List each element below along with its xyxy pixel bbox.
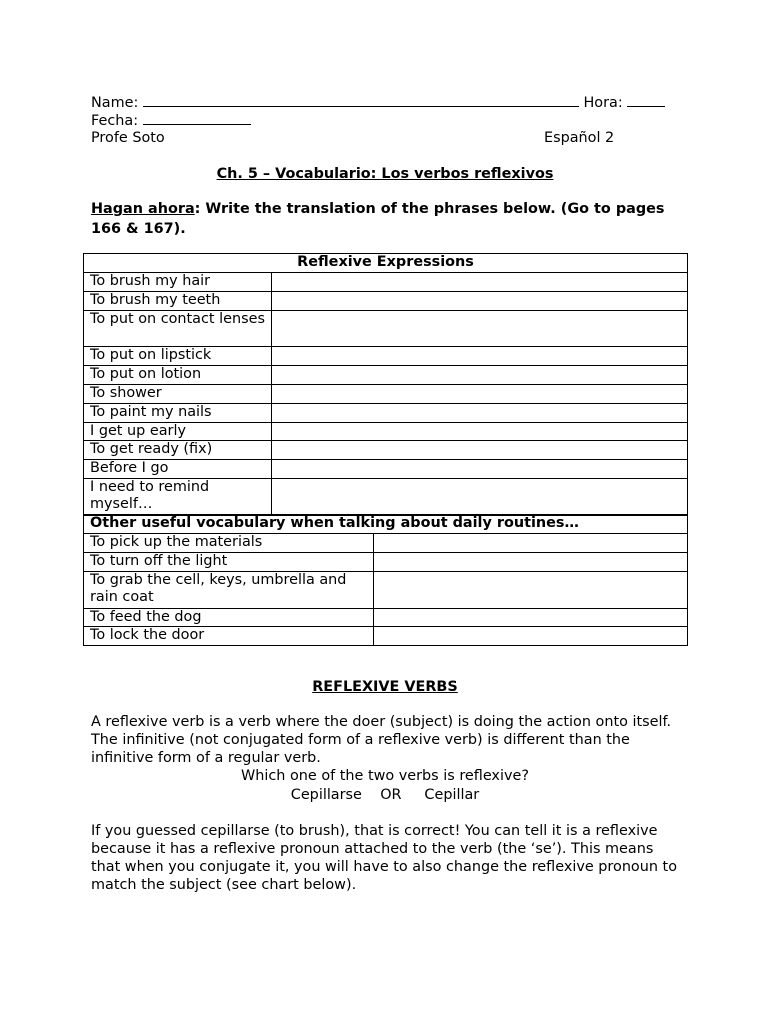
answer-cell[interactable]	[272, 347, 688, 366]
daily-routines-table	[83, 514, 688, 646]
row-label: To lock the door	[84, 627, 374, 646]
table-row	[84, 385, 688, 404]
table-row	[84, 571, 688, 608]
table-row	[84, 311, 688, 347]
answer-cell[interactable]	[272, 273, 688, 292]
row-label: To grab the cell, keys, umbrella and rain coat	[84, 571, 374, 608]
table-row	[84, 627, 688, 646]
row-label: To put on lipstick	[84, 347, 272, 366]
row-label: To brush my teeth	[84, 292, 272, 311]
section-heading: REFLEXIVE VERBS	[312, 679, 458, 695]
answer-cell[interactable]	[272, 478, 688, 515]
option-regular: Cepillar	[424, 787, 480, 803]
row-label: Before I go	[84, 460, 272, 479]
paragraph-explanation: If you guessed cepillarse (to brush), that is correct! You can tell it is a reflexive because it has a reflexive pronoun attached to the verb (the ‘se’). This means that when you conjugate it, you will have to also change the reflexive pronoun to match the subject (see chart below).	[91, 823, 678, 893]
fecha-blank[interactable]	[143, 111, 251, 125]
hora-blank[interactable]	[627, 93, 665, 107]
answer-cell[interactable]	[272, 292, 688, 311]
page-title: Ch. 5 – Vocabulario: Los verbos reflexivos	[216, 166, 554, 182]
answer-cell[interactable]	[272, 311, 688, 347]
name-row	[91, 93, 665, 112]
course-name: Español 2	[544, 130, 615, 146]
name-label: Name:	[91, 95, 139, 111]
answer-cell[interactable]	[272, 460, 688, 479]
table-row	[84, 422, 688, 441]
reflexive-expressions-table	[83, 253, 688, 516]
verb-options	[0, 786, 770, 804]
row-label: To paint my nails	[84, 403, 272, 422]
instructions	[91, 199, 666, 239]
fecha-label: Fecha:	[91, 113, 139, 129]
row-label: To feed the dog	[84, 608, 374, 627]
answer-cell[interactable]	[272, 366, 688, 385]
row-label: To put on contact lenses	[84, 311, 272, 347]
answer-cell[interactable]	[272, 422, 688, 441]
table1-header: Reflexive Expressions	[84, 254, 688, 273]
answer-cell[interactable]	[272, 441, 688, 460]
name-blank[interactable]	[143, 93, 579, 107]
fecha-row	[91, 111, 251, 130]
teacher-name: Profe Soto	[91, 130, 165, 146]
table-row	[84, 347, 688, 366]
hora-label: Hora:	[583, 95, 623, 111]
answer-cell[interactable]	[374, 552, 688, 571]
answer-cell[interactable]	[272, 403, 688, 422]
table-row	[84, 478, 688, 515]
row-label: To turn off the light	[84, 552, 374, 571]
row-label: To pick up the materials	[84, 533, 374, 552]
row-label: To brush my hair	[84, 273, 272, 292]
table-row	[84, 403, 688, 422]
table-row	[84, 608, 688, 627]
row-label: To shower	[84, 385, 272, 404]
answer-cell[interactable]	[374, 627, 688, 646]
table-row	[84, 366, 688, 385]
question: Which one of the two verbs is reflexive?	[241, 768, 529, 784]
table-row	[84, 273, 688, 292]
row-label: To get ready (fix)	[84, 441, 272, 460]
answer-cell[interactable]	[374, 608, 688, 627]
table-row	[84, 552, 688, 571]
table-row	[84, 460, 688, 479]
table2-header: Other useful vocabulary when talking about daily routines…	[84, 515, 688, 534]
row-label: I get up early	[84, 422, 272, 441]
table-row	[84, 292, 688, 311]
instructions-lead: Hagan ahora	[91, 201, 195, 217]
table-row	[84, 533, 688, 552]
row-label: To put on lotion	[84, 366, 272, 385]
option-reflexive: Cepillarse	[290, 787, 362, 803]
answer-cell[interactable]	[272, 385, 688, 404]
paragraph-definition: A reflexive verb is a verb where the doer (subject) is doing the action onto itself. The infinitive (not conjugated form of a reflexive verb) is different than the infinitive form of a regular verb.	[91, 714, 672, 766]
answer-cell[interactable]	[374, 571, 688, 608]
answer-cell[interactable]	[374, 533, 688, 552]
instructions-text: : Write the translation of the phrases below. (Go to pages 166 & 167).	[91, 201, 665, 237]
row-label: I need to remind myself…	[84, 478, 272, 515]
table-row	[84, 441, 688, 460]
option-or: OR	[380, 787, 402, 803]
